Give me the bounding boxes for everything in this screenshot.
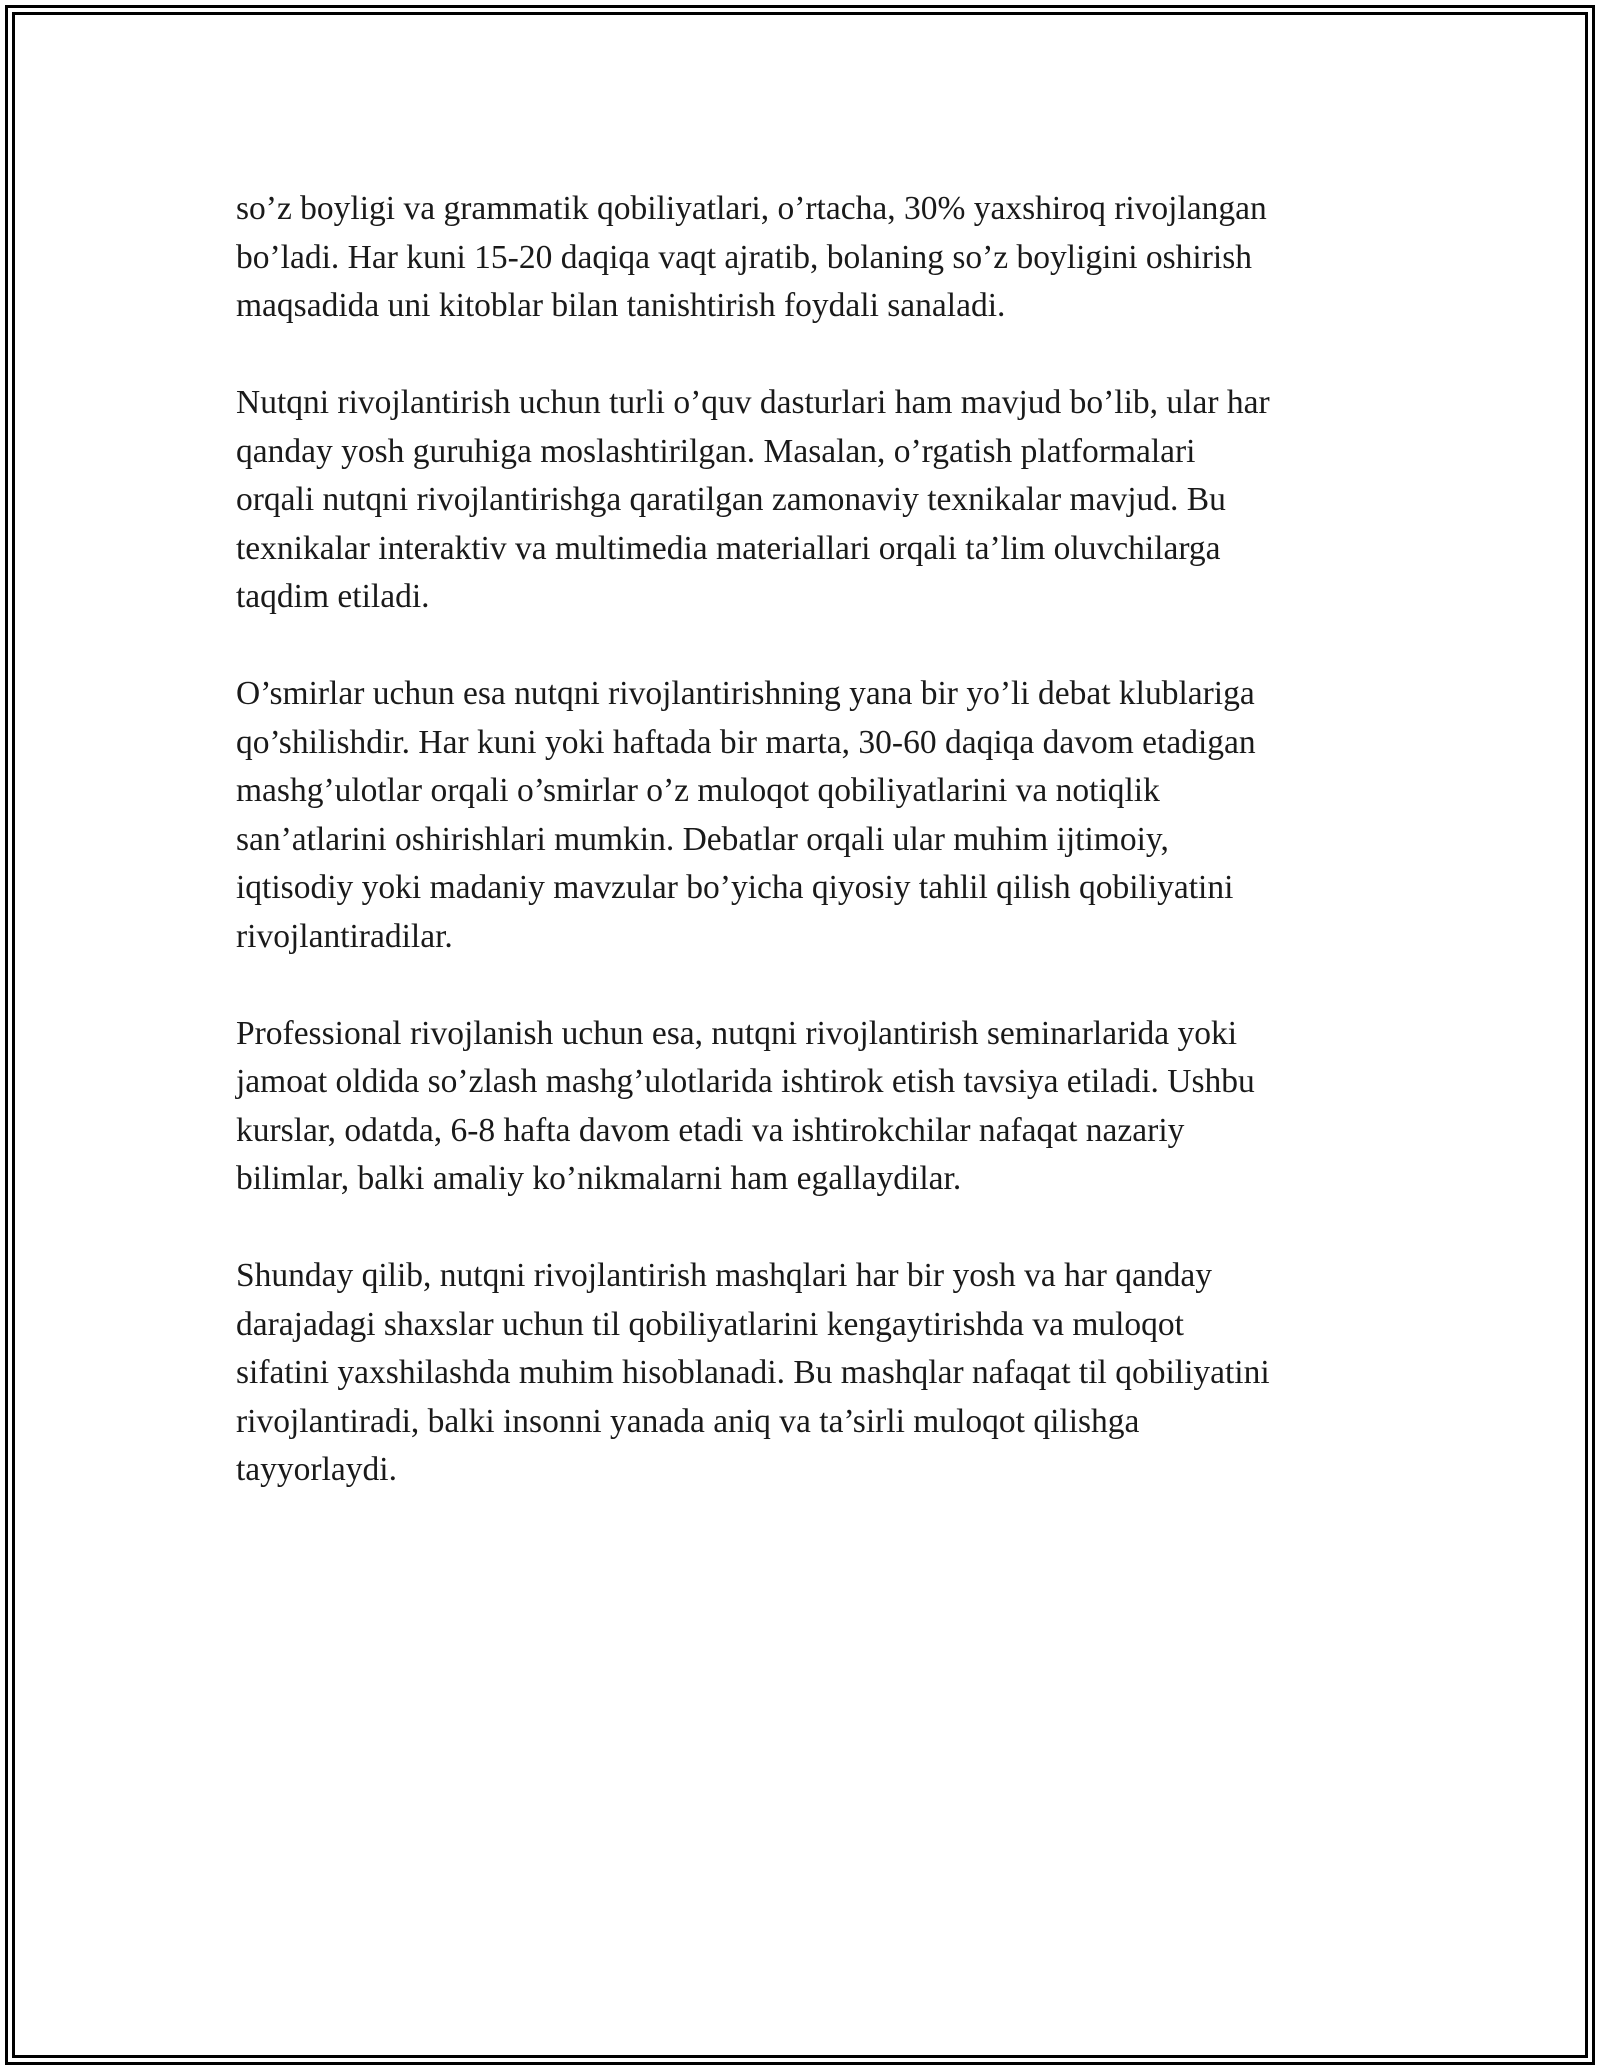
text-line: rivojlantiradi, balki insonni yanada aniq va ta’sirli muloqot qilishga (236, 1402, 1140, 1440)
text-line: texnikalar interaktiv va multimedia materiallari orqali ta’lim oluvchilarga (236, 529, 1221, 567)
paragraph-2 (236, 379, 1386, 622)
text-line: taqdim etiladi. (236, 578, 430, 615)
text-line: rivojlantiradilar. (236, 917, 453, 955)
text-line: bo’ladi. Har kuni 15-20 daqiqa vaqt ajratib, bolaning so’z boyligini oshirish (236, 238, 1252, 276)
text-line: qanday yosh guruhiga moslashtirilgan. Masalan, o’rgatish platformalari (236, 432, 1196, 470)
text-line: sifatini yaxshilashda muhim hisoblanadi. Bu mashqlar nafaqat til qobiliyatini (236, 1354, 1270, 1391)
text-line: Professional rivojlanish uchun esa, nutqni rivojlantirish seminarlarida yoki (236, 1014, 1238, 1052)
text-line: mashg’ulotlar orqali o’smirlar o’z muloqot qobiliyatlarini va notiqlik (236, 772, 1160, 809)
paragraph-4 (236, 1010, 1386, 1204)
text-line: darajadagi shaxslar uchun til qobiliyatlarini kengaytirishda va muloqot (236, 1305, 1184, 1343)
paragraph-5 (236, 1252, 1386, 1495)
text-line: iqtisodiy yoki madaniy mavzular bo’yicha qiyosiy tahlil qilish qobiliyatini (236, 869, 1234, 906)
text-line: jamoat oldida so’zlash mashg’ulotlarida ishtirok etish tavsiya etiladi. Ushbu (236, 1063, 1255, 1100)
text-line: tayyorlaydi. (236, 1451, 397, 1488)
text-line: san’atlarini oshirishlari mumkin. Debatlar orqali ular muhim ijtimoiy, (236, 820, 1169, 858)
text-line: Nutqni rivojlantirish uchun turli o’quv dasturlari ham mavjud bo’lib, ular har (236, 384, 1270, 421)
document-body (236, 185, 1386, 1495)
text-line: maqsadida uni kitoblar bilan tanishtirish foydali sanaladi. (236, 287, 1006, 324)
paragraph-1 (236, 185, 1386, 331)
text-line: qo’shilishdir. Har kuni yoki haftada bir marta, 30-60 daqiqa davom etadigan (236, 723, 1256, 761)
text-line: orqali nutqni rivojlantirishga qaratilgan zamonaviy texnikalar mavjud. Bu (236, 481, 1226, 518)
paragraph-3 (236, 670, 1386, 961)
text-line: O’smirlar uchun esa nutqni rivojlantirishning yana bir yo’li debat klublariga (236, 675, 1255, 712)
text-line: kurslar, odatda, 6-8 hafta davom etadi va ishtirokchilar nafaqat nazariy (236, 1111, 1185, 1149)
text-line: Shunday qilib, nutqni rivojlantirish mashqlari har bir yosh va har qanday (236, 1257, 1212, 1294)
text-line: bilimlar, balki amaliy ko’nikmalarni ham egallaydilar. (236, 1160, 962, 1197)
text-line: so’z boyligi va grammatik qobiliyatlari, o’rtacha, 30% yaxshiroq rivojlangan (236, 190, 1267, 227)
